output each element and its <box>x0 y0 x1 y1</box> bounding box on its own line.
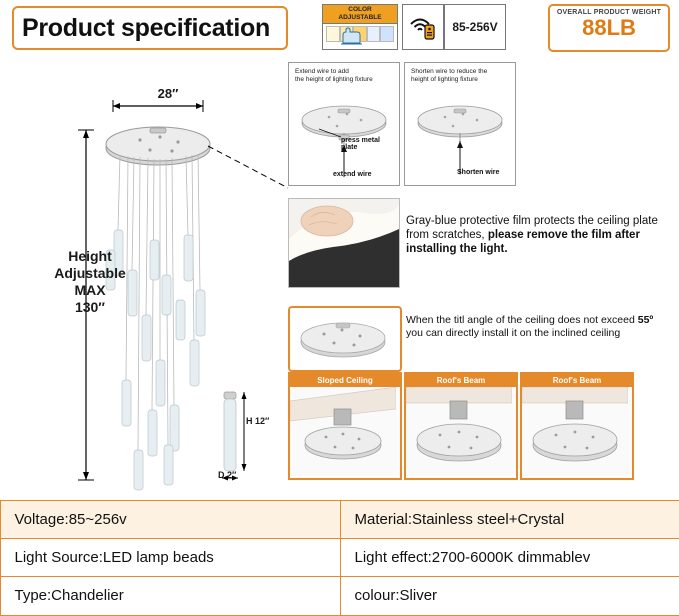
spec-table <box>0 500 679 615</box>
press-plate-note: press metal plate <box>341 137 380 151</box>
shorten-wire-panel <box>404 62 516 186</box>
panel-roof-beam-1 <box>404 372 518 480</box>
panel-roof-beam-2 <box>520 372 634 480</box>
extend-wire-caption: Extend wire to add the height of lighting fixture <box>295 68 373 84</box>
color-adjustable-badge <box>322 4 398 50</box>
spec-type: Type:Chandelier <box>0 576 341 616</box>
top-diameter-label: 28″ <box>120 86 216 101</box>
tilt-ceiling-text: When the titl angle of the ceiling does not exceed 55º you can directly install it on the inclined ceiling <box>406 314 668 340</box>
spec-colour: colour:Sliver <box>340 576 679 616</box>
panel-roof-beam-1-image <box>406 387 516 476</box>
page-title <box>12 6 288 50</box>
protective-film-photo <box>288 198 400 288</box>
height-label: Height Adjustable MAX 130″ <box>40 248 140 316</box>
tilt-ceiling-photo <box>288 306 402 372</box>
voltage-badge <box>444 4 506 50</box>
hand-pointer-icon <box>339 27 365 45</box>
shorten-wire-caption: Shorten wire to reduce the height of lighting fixture <box>411 68 487 84</box>
wifi-remote-icon <box>408 12 438 42</box>
weight-label: OVERALL PRODUCT WEIGHT <box>550 9 668 16</box>
voltage-value: 85-256V <box>452 21 497 34</box>
weight-badge <box>548 4 670 52</box>
panel-sloped-ceiling <box>288 372 402 480</box>
spec-voltage: Voltage:85~256v <box>0 500 341 539</box>
extend-wire-illustration <box>289 85 399 183</box>
panel-sloped-ceiling-image <box>290 387 400 476</box>
panel-roof-beam-2-title: Roof's Beam <box>522 374 632 387</box>
bulb-diameter-label: D 2″ <box>218 470 236 480</box>
extend-wire-panel <box>288 62 400 186</box>
panel-roof-beam-1-title: Roof's Beam <box>406 374 516 387</box>
spec-light-source: Light Source:LED lamp beads <box>0 538 341 577</box>
panel-sloped-ceiling-title: Sloped Ceiling <box>290 374 400 387</box>
wifi-remote-badge <box>402 4 444 50</box>
color-adjustable-label: COLOR ADJUSTABLE <box>323 5 397 24</box>
extend-wire-note: extend wire <box>333 171 372 178</box>
shorten-wire-note: Shorten wire <box>457 169 499 176</box>
protective-film-text: Gray-blue protective film protects the ceiling plate from scratches, please remove the film after installing the light. <box>406 214 664 256</box>
weight-value: 88LB <box>550 16 668 39</box>
spec-material: Material:Stainless steel+Crystal <box>340 500 679 539</box>
bulb-height-label: H 12″ <box>246 416 269 426</box>
panel-roof-beam-2-image <box>522 387 632 476</box>
page-title-text: Product specification <box>14 14 270 43</box>
spec-light-effect: Light effect:2700-6000K dimmablev <box>340 538 679 577</box>
